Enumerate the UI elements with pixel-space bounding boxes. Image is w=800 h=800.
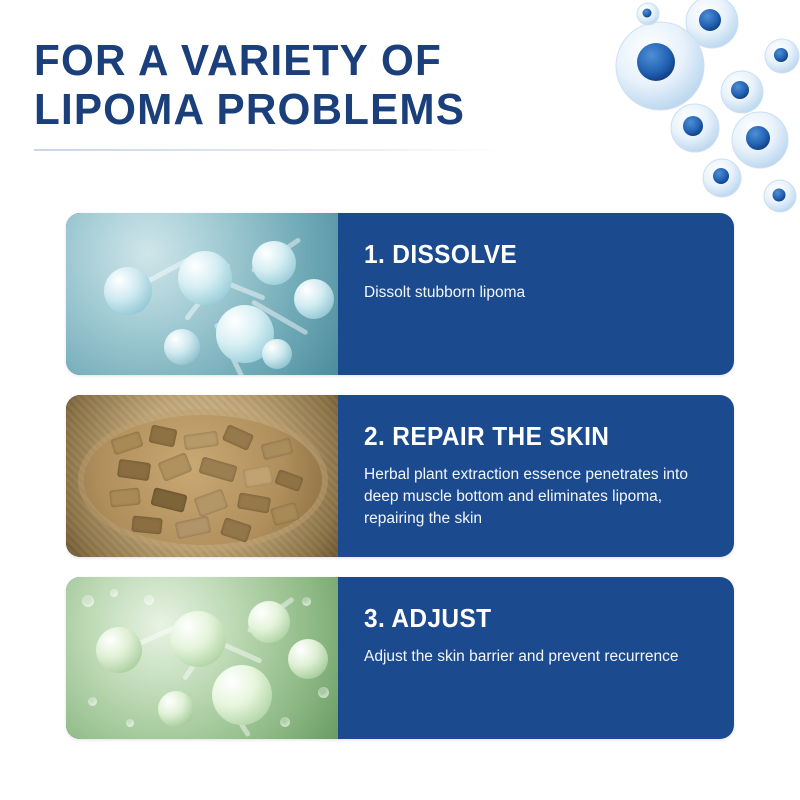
step-card-adjust (66, 577, 734, 739)
page-title (34, 36, 533, 135)
step-card-body (338, 395, 734, 557)
page-header (34, 36, 554, 151)
step-description: Herbal plant extraction essence penetrates into deep muscle bottom and eliminates lipoma, repairing the skin (364, 466, 688, 527)
header-divider (34, 149, 504, 151)
step-card-dissolve (66, 213, 734, 375)
molecule-structure-blue-photo (66, 213, 338, 375)
step-description: Dissolt stubborn lipoma (364, 284, 526, 301)
step-title: 2. REPAIR THE SKIN (364, 421, 610, 451)
page-title-line-2: LIPOMA PROBLEMS (34, 85, 466, 135)
step-card-body (338, 577, 734, 739)
step-description: Adjust the skin barrier and prevent recurrence (364, 648, 679, 665)
page-title-line-1: FOR A VARIETY OF (34, 36, 442, 85)
step-title: 3. ADJUST (364, 603, 492, 633)
step-card-repair-the-skin (66, 395, 734, 557)
step-title: 1. DISSOLVE (364, 239, 518, 269)
steps-list (66, 213, 734, 739)
molecule-structure-green-photo (66, 577, 338, 739)
dried-herbs-wooden-bowl-photo (66, 395, 338, 557)
step-card-body (338, 213, 734, 375)
